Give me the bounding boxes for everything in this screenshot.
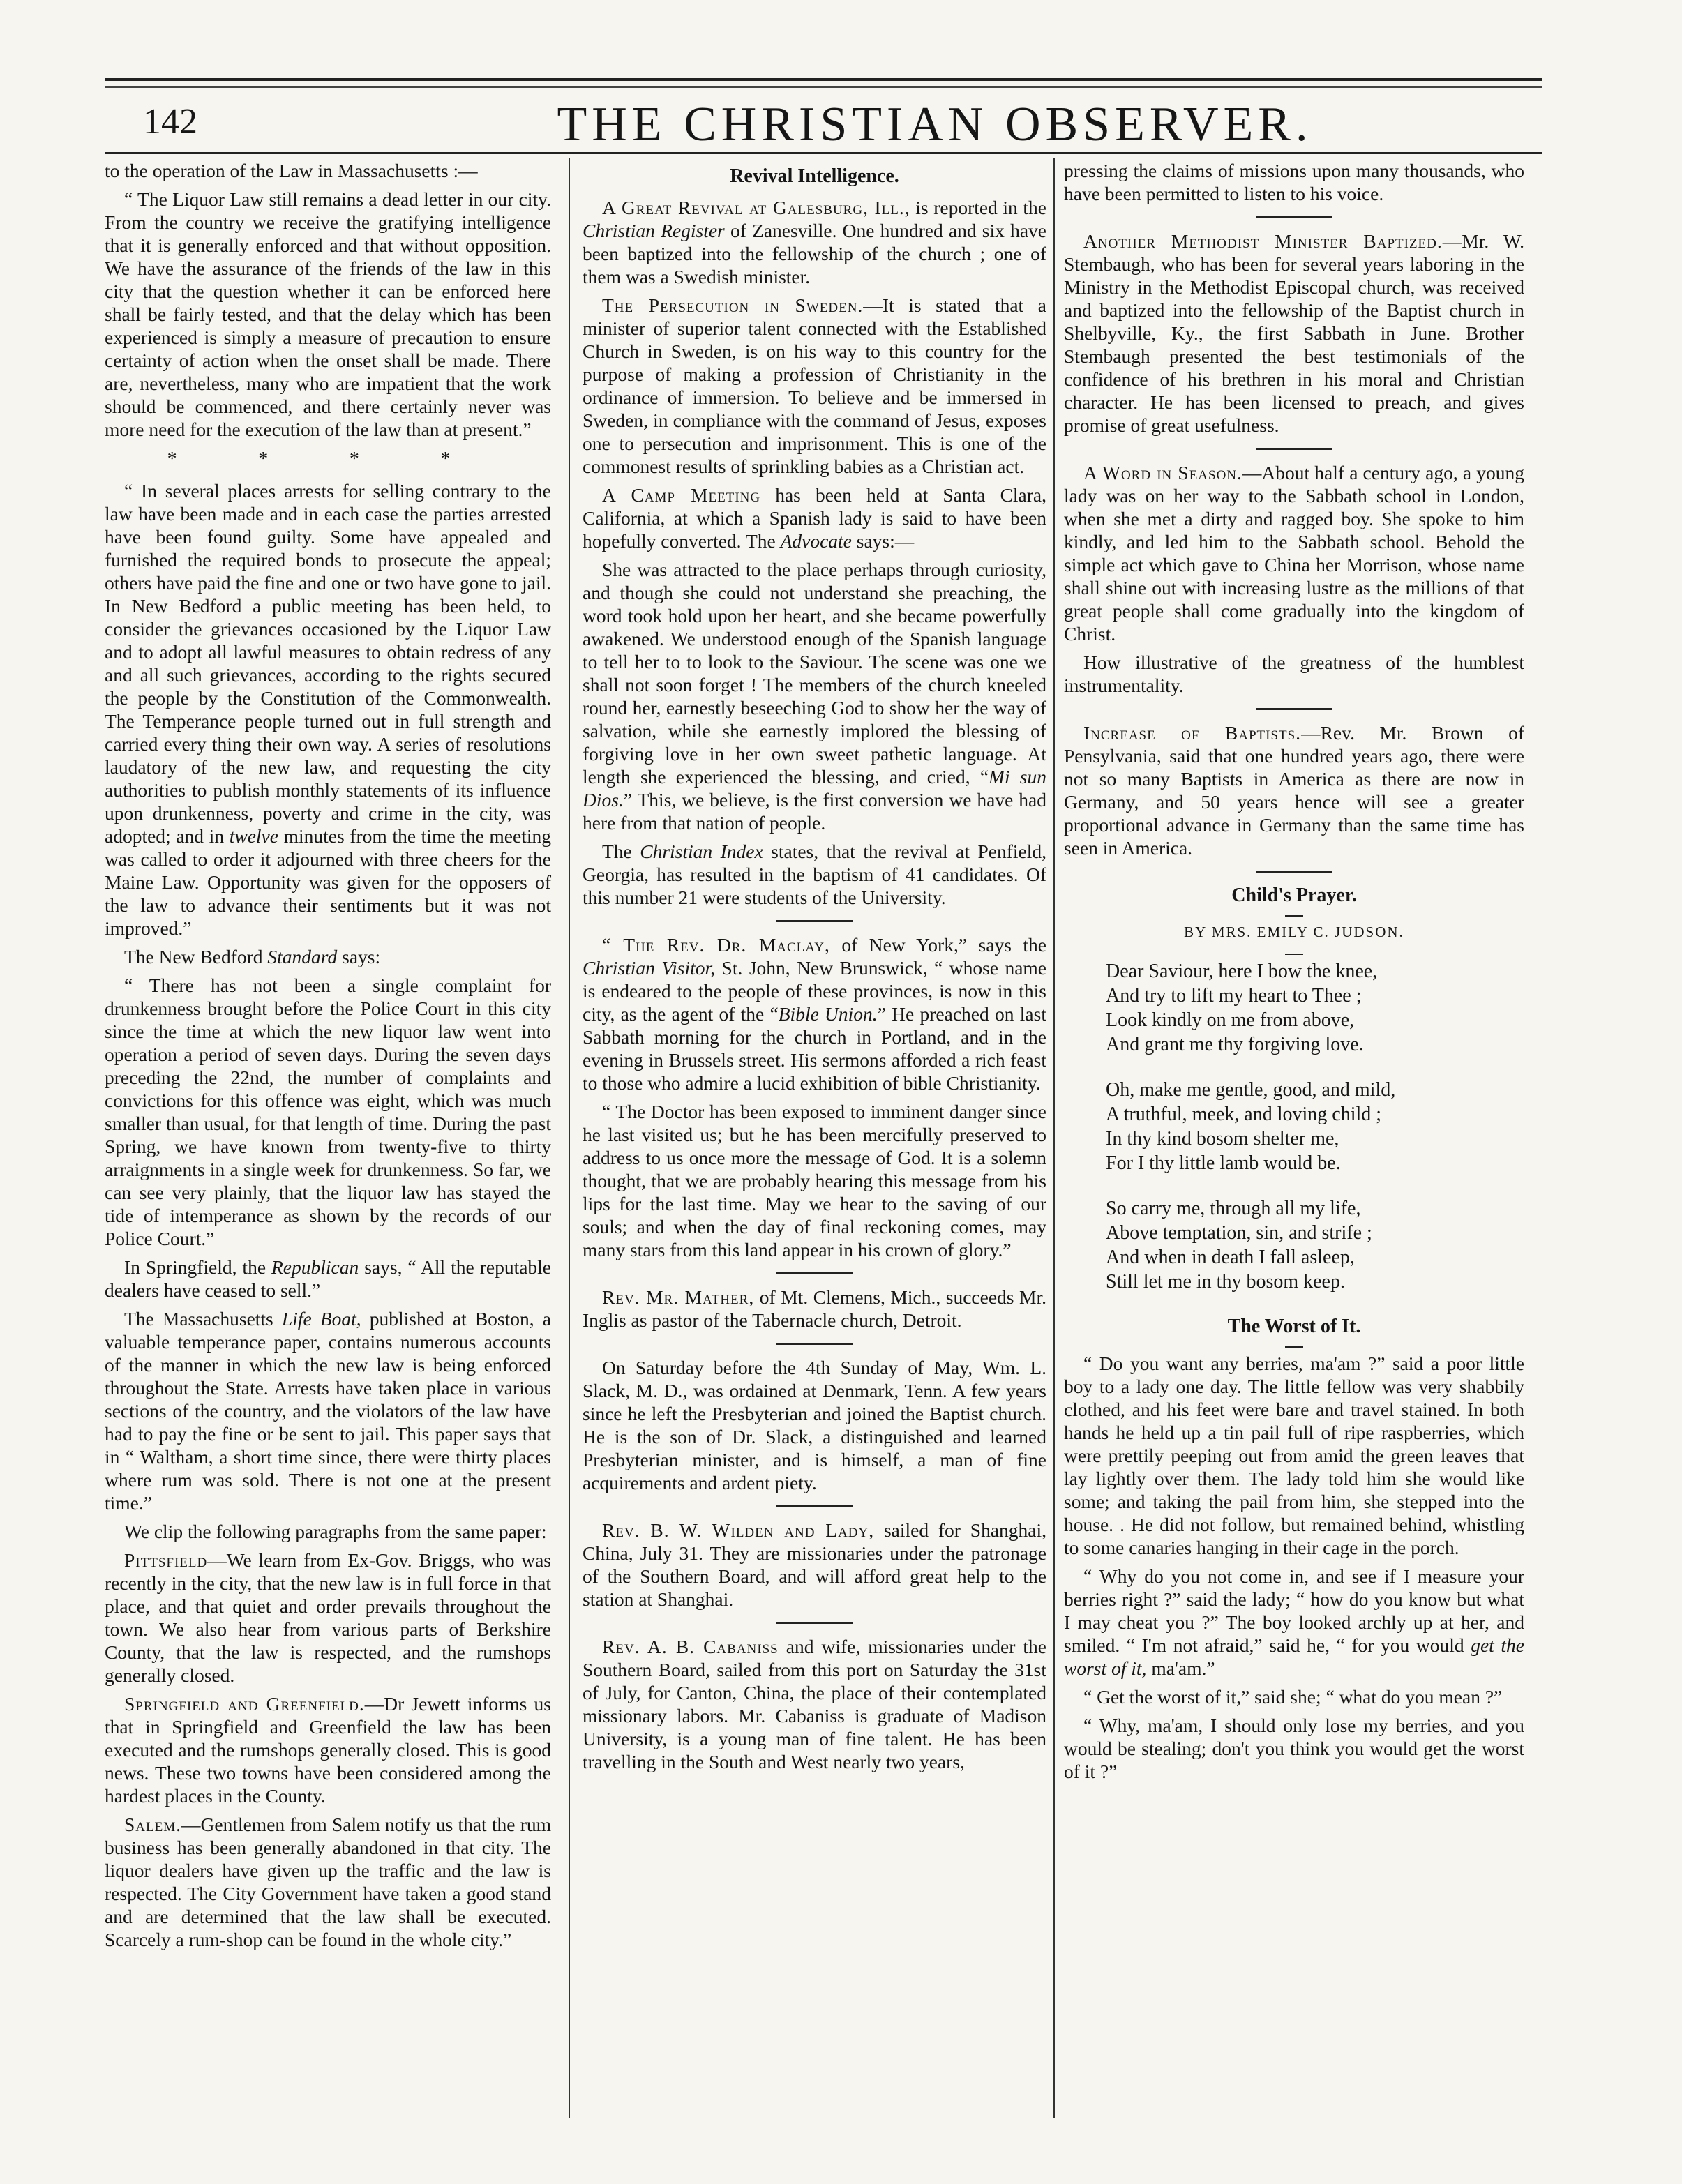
paragraph: “ There has not been a single complaint for drunkenness brought before the Police Court in this city since the time at which the new liquor law went into operation a period of seven days. During the seven days preceding the 22nd, the number of complaints and convictions for this offence was eight, which was much smaller than usual, for that length of time. During the past Spring, we have known from twenty-five to thirty arraignments in a single week for drunkenness. So far, we can see very plainly, that the liquor law has stayed the tide of intemperance as shown by the records of our Police Court.”: [105, 974, 551, 1249]
section-divider: [1256, 871, 1332, 873]
poem-line: Above temptation, sin, and strife ;: [1106, 1222, 1372, 1244]
paragraph: “ Why, ma'am, I should only lose my berries, and you would be stealing; don't you think you would get the worst of it ?”: [1064, 1715, 1524, 1782]
paragraph: Springfield and Greenfield.—Dr Jewett informs us that in Springfield and Greenfield the law has been executed and the rumshops generally closed. This is good news. These two towns have been considered among the hardest places in the County.: [105, 1693, 551, 1807]
section-divider: [1256, 216, 1332, 218]
masthead-title: THE CHRISTIAN OBSERVER.: [557, 98, 1313, 151]
paragraph: pressing the claims of missions upon many thousands, who have been permitted to listen to his voice.: [1064, 160, 1524, 204]
poem-line: Look kindly on me from above,: [1106, 1009, 1355, 1031]
paragraph: On Saturday before the 4th Sunday of May, Wm. L. Slack, M. D., was ordained at Denmark, Tenn. A few years since he left the Presbyterian and joined the Baptist church. He is the son of Dr. Slack, a distinguished and learned Presbyterian minister, and is himself, a man of fine acquirements and ardent piety.: [583, 1357, 1046, 1493]
paragraph: Pittsfield—We learn from Ex-Gov. Briggs, who was recently in the city, that the new law is in full force in that place, and that quiet and order prevails throughout the town. We also hear from various parts of Berkshire County, that the law is respected, and the rumshops generally closed.: [105, 1549, 551, 1686]
column-2: [583, 159, 1046, 1779]
poem-stanza: [1106, 959, 1524, 1057]
short-dash: [1285, 954, 1303, 955]
poem-line: And when in death I fall asleep,: [1106, 1247, 1355, 1268]
column-separator-1: [569, 158, 570, 2118]
poem-line: Oh, make me gentle, good, and mild,: [1106, 1079, 1396, 1101]
poem-line: And grant me thy forgiving love.: [1106, 1034, 1364, 1055]
paragraph: “ In several places arrests for selling contrary to the law have been made and in each case the parties arrested have been found guilty. Some have appealed and furnished the required bonds to prosecute the appeal; others have paid the fine and one or two have gone to jail. In New Bedford a public meeting has been held, to consider the grievances occasioned by the Liquor Law and to adopt all lawful measures to obtain redress of any and all such grievances, according to the rights secured the people by the Constitution of the Commonwealth. The Temperance people turned out in full strength and carried every thing their own way. A series of resolutions laudatory of the new law, and requesting the city authorities to publish monthly statements of its influence upon drunkenness, poverty and crime in the city, was adopted; and in twelve minutes from the time the meeting was called to order it adjourned with three cheers for the Maine Law. Opportunity was given for the opposers of the law to advance their sentiments but it was not improved.”: [105, 480, 551, 939]
poem-body: [1106, 959, 1524, 1294]
paragraph: In Springfield, the Republican says, “ All the reputable dealers have ceased to sell.”: [105, 1256, 552, 1301]
poem-byline: BY MRS. EMILY C. JUDSON.: [1184, 924, 1404, 940]
short-dash: [1285, 915, 1303, 917]
paragraph: The Persecution in Sweden.—It is stated that a minister of superior talent connected with the Established Church in Sweden, is on his way to this country for the purpose of making a profession of Christianity in the ordinance of immersion. To believe and be immersed in Sweden, in compliance with the command of Jesus, exposes one to persecution and imprisonment. This is one of the commonest results of sprinkling babies as a Christian act.: [583, 294, 1046, 477]
ellipsis-stars: * * * *: [167, 447, 489, 469]
paragraph: “ Why do you not come in, and see if I measure your berries right ?” said the lady; “ how do you know but what I may cheat you ?” The boy looked archly up at her, and smiled. “ I'm not afraid,” said he, “ for you would get the worst of it, ma'am.”: [1064, 1565, 1525, 1679]
paragraph: Increase of Baptists.—Rev. Mr. Brown of Pensylvania, said that one hundred years ago, there were not so many Baptists in America as there are now in Germany, and 50 years hence will see a greater proportional advance in Germany than the same time has seen in America.: [1064, 722, 1524, 859]
section-divider: [776, 1272, 853, 1274]
poem-line: In thy kind bosom shelter me,: [1106, 1128, 1339, 1150]
paragraph: “ Get the worst of it,” said she; “ what do you mean ?”: [1083, 1686, 1503, 1708]
paragraph: “ Do you want any berries, ma'am ?” said a poor little boy to a lady one day. The little fellow was very shabbily clothed, and his feet were bare and travel stained. In both hands he held up a tin pail full of ripe raspberries, which were prettily peeping out from amid the green leaves that lay lightly over them. The lady told him she would like some; and taking the pail from him, she stepped into the house. . He did not follow, but remained behind, whistling to some canaries hanging in their cage in the porch.: [1064, 1353, 1524, 1558]
paragraph: The New Bedford Standard says:: [124, 946, 381, 967]
paragraph: She was attracted to the place perhaps through curiosity, and though she could not understand she preaching, the word took hold upon her heart, and she became powerfully awakened. We understood enough of the Spanish language to tell her to to look to the Saviour. The scene was one we shall not soon forget ! The members of the church kneeled round her, earnestly beseeching God to show her the way of salvation, while she earnestly implored the blessing of forgiving love in her own sweet pathetic language. At length she experienced the blessing, and cried, “Mi sun Dios.” This, we believe, is the first conversion we have had here from that nation of people.: [583, 559, 1046, 834]
paragraph: “ The Doctor has been exposed to imminent danger since he last visited us; but he has been mercifully preserved to address to us once more the message of God. It is a solemn thought, that we are probably hearing this message from his lips for the last time. May we hear to the saving of our souls; and when the day of final reckoning comes, may many stars from this land appear in his crown of glory.”: [583, 1101, 1046, 1260]
paragraph: How illustrative of the greatness of the humblest instrumentality.: [1064, 652, 1524, 696]
section-divider: [776, 1622, 853, 1624]
poem-line: For I thy little lamb would be.: [1106, 1152, 1341, 1174]
header-rule: [105, 152, 1542, 154]
section-heading: Revival Intelligence.: [730, 165, 899, 187]
top-border-rule-thin: [105, 86, 1542, 88]
section-divider: [776, 920, 853, 922]
paragraph: A Camp Meeting has been held at Santa Clara, California, at which a Spanish lady is said to have been hopefully converted. The Advocate says:—: [583, 484, 1047, 552]
section-divider: [776, 1505, 853, 1507]
poem-title: Child's Prayer.: [1231, 884, 1357, 906]
paragraph: Rev. A. B. Cabaniss and wife, missionaries under the Southern Board, sailed from this port on Saturday the 31st of July, for Canton, China, the place of their contemplated missionary labors. Mr. Cabaniss is graduate of Madison University, is a young man of fine talent. He has been travelling in the South and West nearly two years,: [583, 1636, 1047, 1772]
poem-line: And try to lift my heart to Thee ;: [1106, 985, 1362, 1007]
paragraph: to the operation of the Law in Massachusetts :—: [105, 160, 478, 181]
section-divider: [776, 1343, 853, 1345]
top-border-rule: [105, 78, 1542, 81]
page-number: 142: [143, 102, 197, 142]
column-3: [1064, 159, 1524, 1788]
poem-stanza: [1106, 1078, 1524, 1175]
paragraph: A Word in Season.—About half a century ago, a young lady was on her way to the Sabbath school in London, when she met a dirty and ragged boy. She spoke to him kindly, and led him to the Sabbath school. Behold the simple act which gave to China her Morrison, whose name shall shine out with increasing lustre as the millions of that great people shall come gradually into the kingdom of Christ.: [1064, 462, 1524, 645]
paragraph: Rev. Mr. Mather, of Mt. Clemens, Mich., succeeds Mr. Inglis as pastor of the Tabernacle church, Detroit.: [583, 1286, 1047, 1331]
paragraph: “ The Liquor Law still remains a dead letter in our city. From the country we receive the gratifying intelligence that it is generally enforced and that without opposition. We have the assurance of the friends of the law in this city that the question whether it can be enforced here shall be fairly tested, and that the delay which has been experienced is simply a measure of precaution to ensure certainty of action when the onset shall be made. There are, nevertheless, many who are impatient that the work should be commenced, and there certainly never was more need for the execution of the law than at present.”: [105, 188, 551, 440]
paragraph: Another Methodist Minister Baptized.—Mr. W. Stembaugh, who has been for several years laboring in the Ministry in the Methodist Episcopal church, was received and baptized into the fellowship of the Baptist church in Shelbyville, Ky., the first Sabbath in June. Brother Stembaugh presented the best testimonials of the confidence of his brethren in his moral and Christian character. He has been licensed to preach, and gives promise of great usefulness.: [1064, 230, 1524, 436]
poem-line: A truthful, meek, and loving child ;: [1106, 1104, 1382, 1125]
paragraph: A Great Revival at Galesburg, Ill., is reported in the Christian Register of Zanesville. One hundred and six have been baptized into the fellowship of the church ; one of them was a Swedish minister.: [583, 197, 1047, 287]
paragraph: The Massachusetts Life Boat, published at Boston, a valuable temperance paper, contains numerous accounts of the manner in which the new law is being enforced throughout the State. Arrests have taken place in various sections of the country, and the violators of the law have had to pay the fine or be sent to jail. This paper says that in “ Waltham, a short time since, there were thirty places where rum was sold. There is not one at the present time.”: [105, 1308, 551, 1514]
paragraph: Salem.—Gentlemen from Salem notify us that the rum business has been generally abandoned in that city. The liquor dealers have given up the traffic and the law is respected. The City Government have taken a good stand and are determined that the law shall be executed. Scarcely a rum-shop can be found in the whole city.”: [105, 1814, 551, 1950]
poem-line: So carry me, through all my life,: [1106, 1198, 1361, 1219]
short-dash: [1285, 1346, 1303, 1348]
poem-stanza: [1106, 1196, 1524, 1294]
section-divider: [1256, 448, 1332, 450]
paragraph: “ The Rev. Dr. Maclay, of New York,” says the Christian Visitor, St. John, New Brunswick, “ whose name is endeared to the people of these provinces, is now in this city, as the agent of the “Bible Union.” He preached on last Sabbath morning for the church in Portland, and in the evening in Brussels street. His sermons afforded a rich feast to those who admire a lucid exhibition of bible Christianity.: [583, 934, 1047, 1094]
poem-line: Dear Saviour, here I bow the knee,: [1106, 961, 1378, 982]
paragraph: We clip the following paragraphs from the same paper:: [124, 1521, 547, 1542]
paragraph: The Christian Index states, that the revival at Penfield, Georgia, has resulted in the baptism of 41 candidates. Of this number 21 were students of the University.: [583, 841, 1046, 908]
story-title: The Worst of It.: [1227, 1316, 1361, 1337]
paragraph: Rev. B. W. Wilden and Lady, sailed for Shanghai, China, July 31. They are missionaries under the patronage of the Southern Board, and will afford great help to the station at Shanghai.: [583, 1519, 1047, 1610]
column-separator-2: [1053, 158, 1055, 2118]
poem-line: Still let me in thy bosom keep.: [1106, 1271, 1345, 1293]
section-divider: [1256, 708, 1332, 710]
column-1: [105, 159, 551, 1957]
